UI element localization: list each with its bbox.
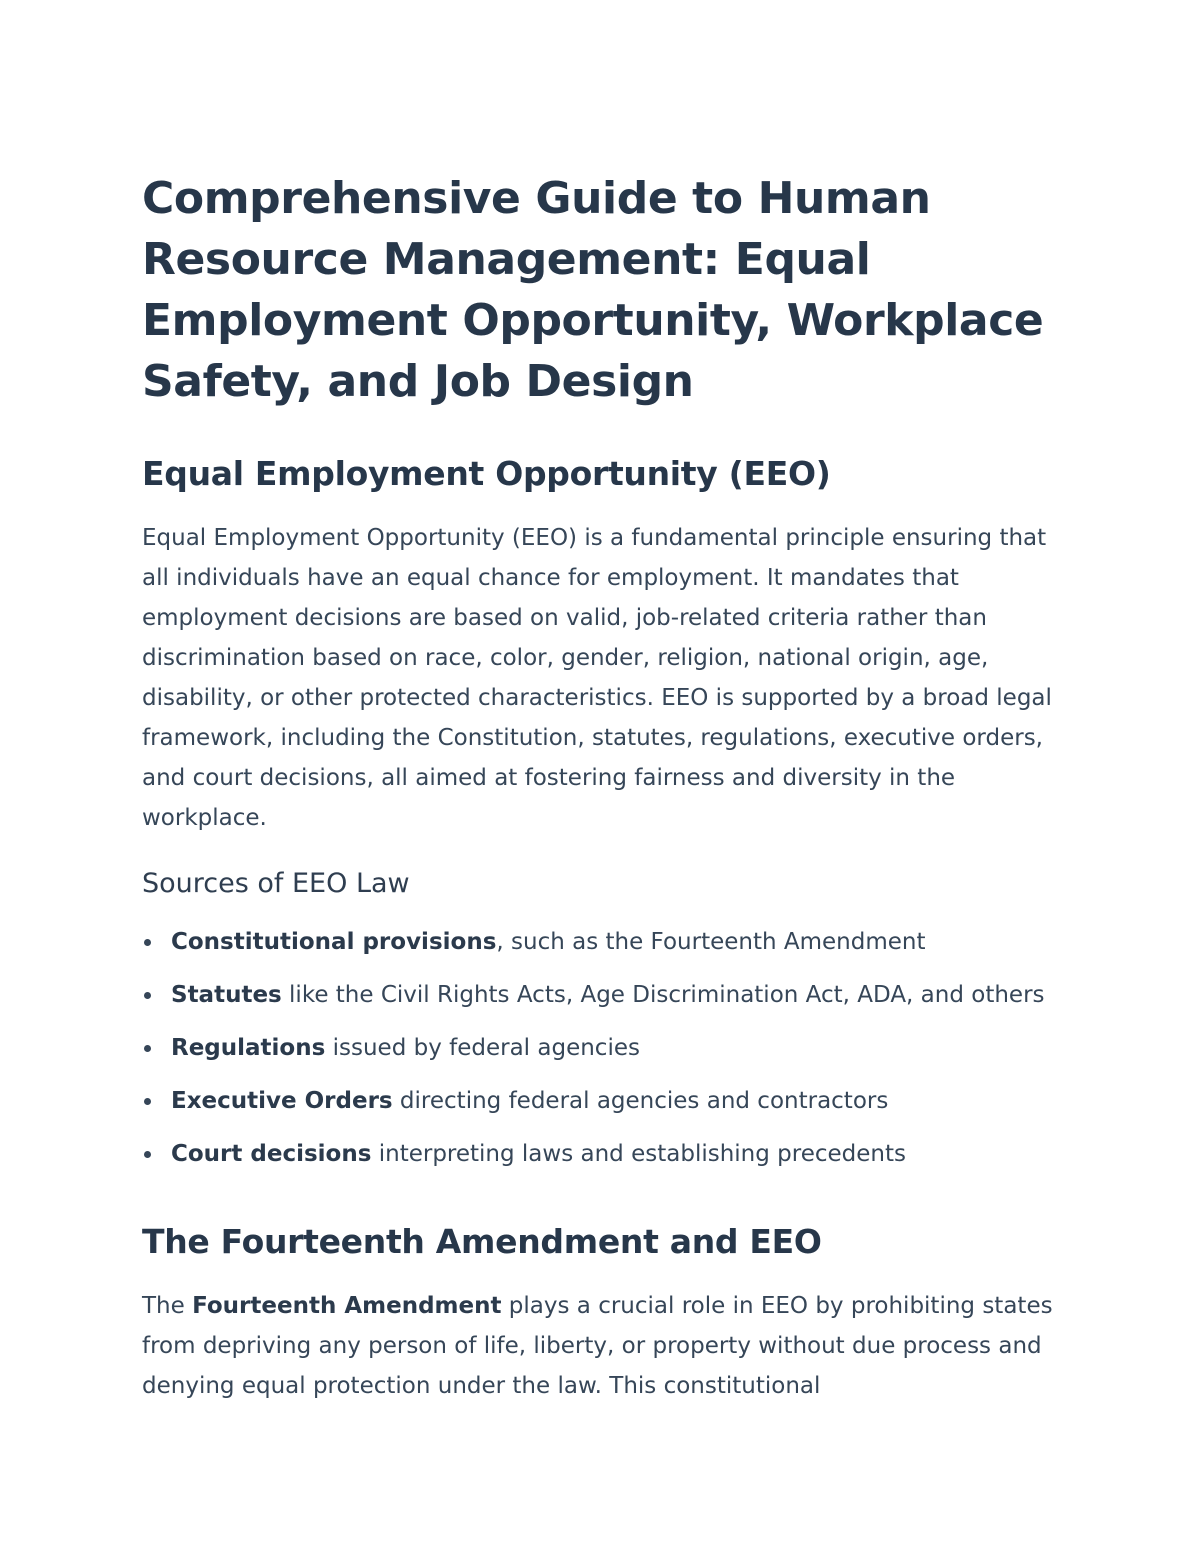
paragraph-text-start: The xyxy=(142,1293,193,1319)
list-item-bold: Constitutional provisions xyxy=(171,929,497,955)
bullet-icon xyxy=(144,992,151,999)
list-item xyxy=(142,975,1062,1015)
subsection-heading-sources: Sources of EEO Law xyxy=(142,868,410,899)
bullet-icon xyxy=(144,1151,151,1158)
list-item-bold: Regulations xyxy=(171,1035,326,1061)
list-item-bold: Executive Orders xyxy=(171,1088,393,1114)
bullet-icon xyxy=(144,939,151,946)
paragraph-bold-term: Fourteenth Amendment xyxy=(192,1293,502,1319)
bullet-icon xyxy=(144,1045,151,1052)
section-heading-eeo: Equal Employment Opportunity (EEO) xyxy=(142,454,831,493)
list-item-text: directing federal agencies and contractors xyxy=(392,1088,889,1114)
fourteenth-amendment-paragraph xyxy=(142,1286,1062,1406)
bullet-icon xyxy=(144,1098,151,1105)
document-page xyxy=(142,168,1062,1406)
list-item-text: issued by federal agencies xyxy=(325,1035,640,1061)
document-title: Comprehensive Guide to Human Resource Management: Equal Employment Opportunity, Workplace Safety, and Job Design xyxy=(142,173,1044,407)
section-heading-fourteenth-amendment: The Fourteenth Amendment and EEO xyxy=(142,1222,822,1261)
eeo-paragraph: Equal Employment Opportunity (EEO) is a fundamental principle ensuring that all individuals have an equal chance for employment. It mandates that employment decisions are based on valid, job-related criteria rather than discrimination based on race, color, gender, religion, national origin, age, disability, or other protected characteristics. EEO is supported by a broad legal framework, including the Constitution, statutes, regulations, executive orders, and court decisions, all aimed at fostering fairness and diversity in the workplace. xyxy=(142,525,1052,831)
list-item xyxy=(142,922,1062,962)
paragraph-text-rest: plays a crucial role in EEO by prohibiting states from depriving any person of life, liberty, or property without due process and denying equal protection under the law. This constitutional xyxy=(142,1293,1053,1399)
list-item-text: interpreting laws and establishing precedents xyxy=(371,1141,906,1167)
list-item-bold: Statutes xyxy=(171,982,282,1008)
list-item xyxy=(142,1081,1062,1121)
list-item-text: like the Civil Rights Acts, Age Discrimination Act, ADA, and others xyxy=(281,982,1045,1008)
sources-list xyxy=(142,922,1062,1174)
list-item-bold: Court decisions xyxy=(171,1141,372,1167)
list-item-text: , such as the Fourteenth Amendment xyxy=(496,929,926,955)
list-item xyxy=(142,1028,1062,1068)
list-item xyxy=(142,1134,1062,1174)
